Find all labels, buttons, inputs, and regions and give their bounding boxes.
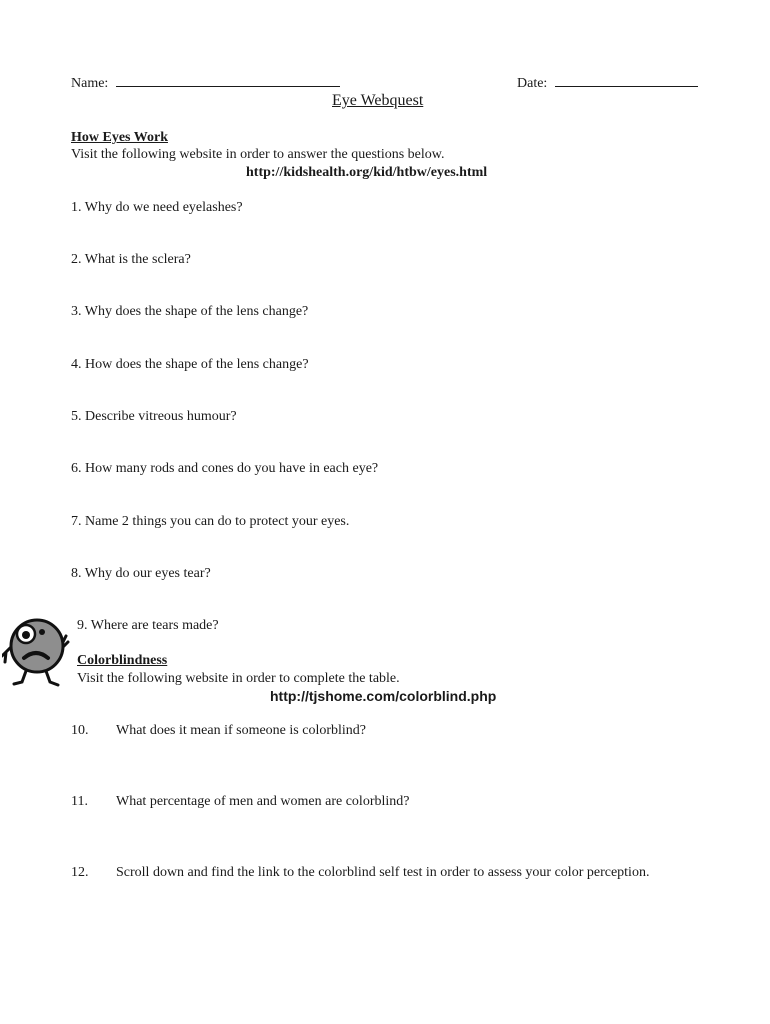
date-label: Date: [517,76,548,91]
question-12: Scroll down and find the link to the colorblind self test in order to assess your color perception. [116,865,650,880]
question-3: 3. Why does the shape of the lens change? [71,304,309,319]
question-11: What percentage of men and women are colorblind? [116,794,410,809]
name-blank[interactable] [116,74,340,87]
question-5: 5. Describe vitreous humour? [71,409,237,424]
date-field[interactable] [517,74,698,92]
section-instructions: Visit the following website in order to answer the questions below. [71,147,445,162]
question-10: What does it mean if someone is colorblind? [116,723,366,738]
name-field[interactable] [71,74,340,92]
section-instructions-2: Visit the following website in order to complete the table. [77,671,400,686]
section-heading-colorblindness: Colorblindness [77,653,168,668]
question-11-number: 11. [71,794,88,809]
kidshealth-link[interactable]: http://kidshealth.org/kid/htbw/eyes.html [246,165,488,180]
question-2: 2. What is the sclera? [71,252,191,267]
name-label: Name: [71,76,109,91]
question-8: 8. Why do our eyes tear? [71,566,211,581]
question-12-number: 12. [71,865,89,880]
section-heading-how-eyes-work: How Eyes Work [71,130,168,145]
eyeball-cartoon-icon [2,612,72,692]
question-10-number: 10. [71,723,89,738]
colorblind-link[interactable]: http://tjshome.com/colorblind.php [270,688,497,704]
question-4: 4. How does the shape of the lens change? [71,357,309,372]
question-7: 7. Name 2 things you can do to protect your eyes. [71,514,350,529]
question-6: 6. How many rods and cones do you have in each eye? [71,461,379,476]
question-9: 9. Where are tears made? [77,618,219,633]
date-blank[interactable] [555,74,698,87]
page-title: Eye Webquest [332,92,424,109]
question-1: 1. Why do we need eyelashes? [71,200,243,215]
